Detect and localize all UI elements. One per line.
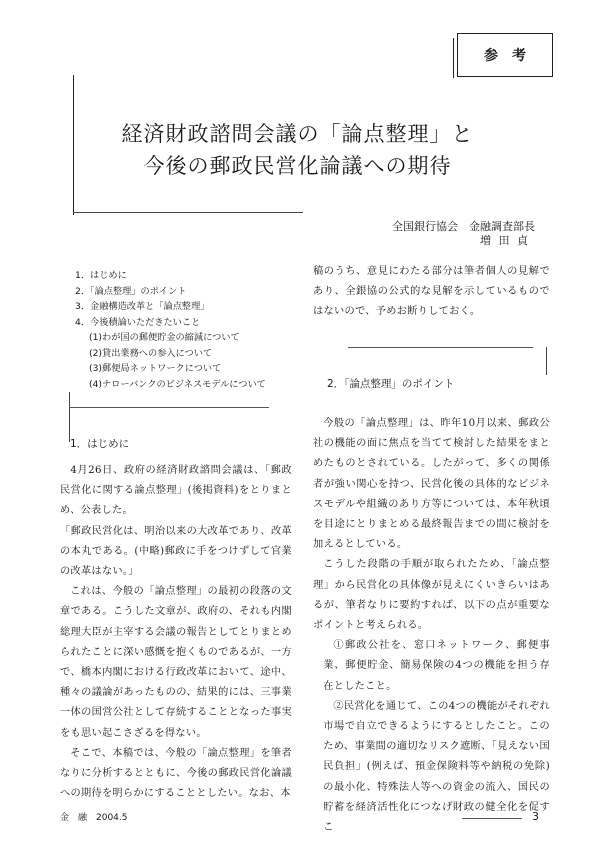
section2-heading: 2．「論点整理」のポイント bbox=[327, 378, 455, 390]
intro-text: 稿のうち、意見にわたる部分は筆者個人の見解であり、全銀協の公式的な見解を示しているものではないので、予めお断りしておく。 bbox=[313, 266, 550, 318]
section1-paragraph: そこで、本稿では、今般の「論点整理」を筆者なりに分析するとともに、今後の郵政民営化論議への期待を明らかにすることとしたい。なお、本 bbox=[60, 747, 292, 800]
section2-list-item: ①郵政公社を、窓口ネットワーク、郵便事業、郵便貯金、簡易保険の4つの機能を担う存在としたこと。 bbox=[323, 640, 550, 692]
toc-item: 2．「論点整理」のポイント bbox=[75, 285, 187, 297]
section1-heading: 1．はじめに bbox=[70, 438, 130, 450]
section1-body bbox=[60, 461, 292, 804]
toc-subitem: (3)郵便局ネットワークについて bbox=[89, 363, 222, 374]
section2-paragraph: こうした段階の手順が取られたため、「論点整理」から民営化の具体像が見えにくいきらいはあるが、筆者なりに要約すれば、以下の点が重要なポイントと考えられる。 bbox=[313, 559, 550, 632]
section2-list-item: ②民営化を通じて、この4つの機能がそれぞれ市場で自立できるようにするとしたこと。このため、事業間の適切なリスク遮断、「見えない国民負担」(例えば、預金保険料等や納税の免除)の最小化、特殊法人等への資金の流入、国民の貯蓄を経済活性化につなげ財政の健全化を促すこ bbox=[323, 700, 550, 834]
reference-badge: 参考 bbox=[457, 33, 553, 77]
toc-item: 3．金融構造改革と「論点整理」 bbox=[75, 301, 210, 312]
title-line-1: 経済財政諮問会議の「論点整理」と bbox=[121, 122, 474, 146]
author-affiliation: 全国銀行協会 金融調査部長 bbox=[392, 220, 535, 233]
section2-paragraph: 今般の「論点整理」は、昨年10月以来、郵政公社の機能の面に焦点を当てて検討した結果をまとめたものとされている。したがって、多くの関係者が強い関心を持つ、民営化後の具体的なビジネスモデルや組織のあり方等については、本年秋頃を目途にとりまとめる最終報告までの間に検討を加えるとしている。 bbox=[313, 418, 550, 551]
section2-body bbox=[313, 414, 550, 838]
author-name: 増 田 貞 bbox=[480, 234, 530, 247]
toc-subitem: (4)ナローバンクのビジネスモデルについて bbox=[89, 378, 266, 390]
section1-paragraph: 4月26日、政府の経済財政諮問会議は、「郵政民営化に関する論点整理」(後掲資料)をとりまとめ、公表した。 bbox=[60, 465, 292, 517]
toc-subitem: (1)わが国の郵便貯金の縮減について bbox=[89, 332, 240, 343]
section2-right-bracket bbox=[546, 347, 547, 375]
footer-rule bbox=[462, 818, 522, 819]
toc-item: 1．はじめに bbox=[75, 270, 127, 281]
title-line-2: 今後の郵政民営化論議への期待 bbox=[143, 154, 452, 178]
footer-publication: 金 融 2004.5 bbox=[60, 813, 128, 823]
section2-top-rule bbox=[348, 347, 533, 348]
toc-subitem: (2)貸出業務への参入について bbox=[89, 347, 213, 359]
right-intro-paragraph bbox=[313, 262, 550, 323]
page-number: 3 bbox=[532, 810, 539, 823]
table-of-contents bbox=[75, 268, 290, 392]
toc-item: 4．今後積論いただきたいこと bbox=[75, 316, 201, 328]
section1-left-bracket bbox=[69, 392, 70, 442]
section1-top-rule bbox=[69, 407, 269, 408]
title-bracket-bottom-rule bbox=[73, 212, 303, 213]
section1-paragraph: これは、今般の「論点整理」の最初の段落の文章である。こうした文章が、政府の、それも内閣総理大臣が主宰する会議の報告としてとりまとめられたことに深い感慨を抱くものであるが、一方で、橋本内閣における行政改革において、途中、種々の議論があったものの、結果的には、三事業一体の国営公社として存続することとなった事実をも思い起こさざるを得ない。 bbox=[60, 586, 292, 739]
section1-paragraph: 「郵政民営化は、明治以来の大改革であり、改革の本丸である。(中略)郵政に手をつけずして官業の改革はない。」 bbox=[60, 525, 292, 578]
